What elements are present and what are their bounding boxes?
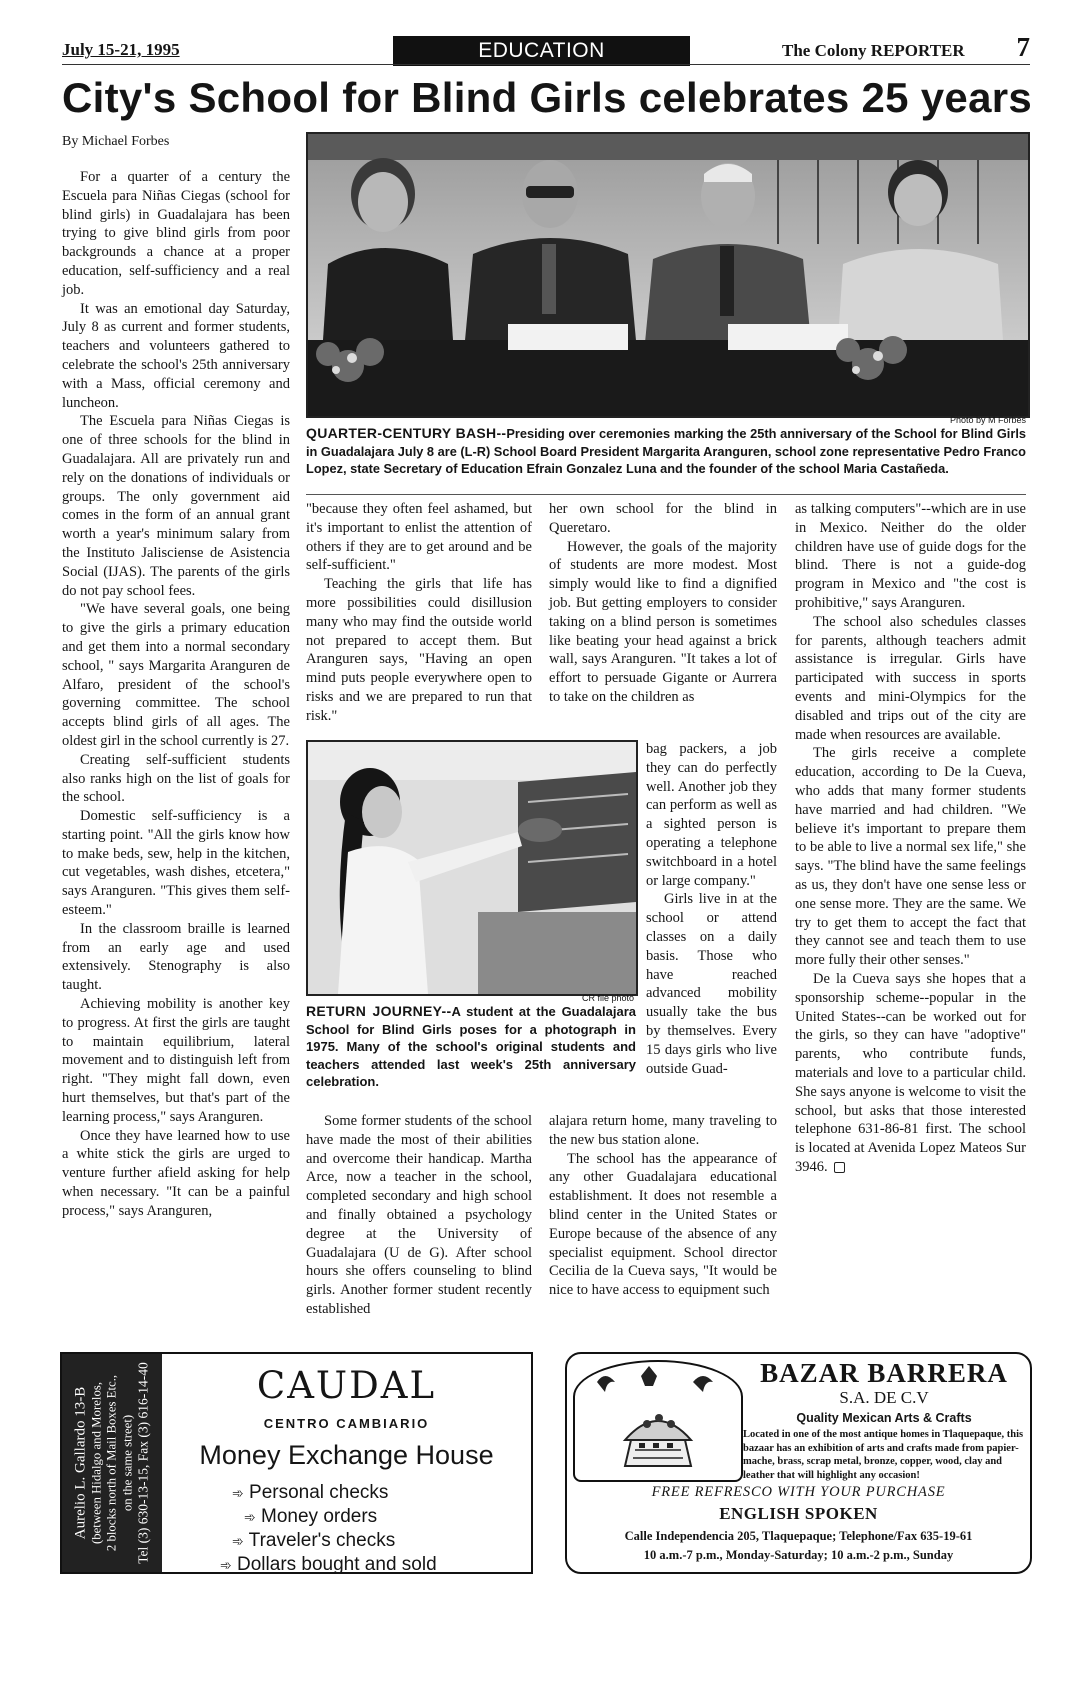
caudal-address-block	[73, 1358, 151, 1568]
bazar-address: Calle Independencia 205, Tlaquepaque; Telephone/Fax 635-19-61	[624, 1529, 973, 1543]
caudal-address-line: Aurelio L. Gallardo 13-B	[72, 1386, 89, 1540]
article-paragraph: The school has the appearance of any other Guadalajara educational establishment. It does not resemble a blind center in the United States or Europe because of the absence of any specialist equipment. School director Cecilia de la Cueva says, "It would be nice to have access to equipment such	[549, 1150, 777, 1299]
article-paragraph: For a quarter of a century the Escuela para Niñas Ciegas (school for blind girls) in Guadalajara has been trying to give blind girls from poor backgrounds a chance at a proper education, self-sufficiency and a real job.	[62, 169, 290, 298]
article-column-3-bottom	[549, 1112, 777, 1300]
article-paragraph: However, the goals of the majority of students are more modest. Most simply would like to find a dignified job. But getting employers to consider taking on a blind person is sometimes like beating your head against a brick wall, says Aranguren. "It takes a lot of effort to persuade Gigante or Aurrera to take on the children as	[549, 538, 777, 705]
bazar-logo-frame	[573, 1360, 743, 1482]
caudal-address-line: (between Hidalgo and Morelos,	[88, 1381, 103, 1545]
caudal-address-line: 2 blocks north of Mail Boxes Etc.,	[104, 1374, 119, 1552]
bullet-arrow-icon: ➾	[220, 1557, 232, 1573]
article-column-4	[795, 500, 1026, 1177]
student-photo-image	[308, 742, 636, 994]
bazar-hours: 10 a.m.-7 p.m., Monday-Saturday; 10 a.m.-2 p.m., Sunday	[643, 1548, 954, 1562]
masthead-rule	[62, 64, 1030, 65]
article-paragraph: bag packers, a job they can do perfectly well. Another job they can perform as well as a sighted person is operating a telephone switchboard in a hotel or large company."	[646, 741, 777, 889]
article-paragraph: as talking computers"--which are in use in Mexico. Neither do the older children have use of guide dogs for the blind. There is not a guide-dog program in Mexico and "the cost is prohibitive," says Aranguren.	[795, 501, 1026, 611]
ceremony-photo-image	[308, 134, 1028, 416]
byline: By Michael Forbes	[62, 134, 170, 149]
article-paragraph: The girls receive a complete education, according to De la Cueva, who adds that many former students have married and had children. "We believe it's important to prepare them to be able to live a normal sex life," she says. "The blind have the same feelings as us, they don't have one sense less or one sense more. They are the same. We try to get them to accept the fact that they cannot see and teach them to use more fully their other senses."	[795, 745, 1026, 969]
article-paragraph: Girls live in at the school or attend classes on a daily basis. Those who have reached advanced mobility usually take the bus by themselves. Every 15 days girls who live outside Guad-	[646, 891, 777, 1077]
section-banner: EDUCATION	[393, 36, 690, 66]
photo-caption-lead: QUARTER-CENTURY BASH--	[306, 425, 507, 441]
article-headline: City's School for Blind Girls celebrates 25 years	[62, 74, 1033, 121]
caudal-logo-name: CAUDAL	[256, 1364, 437, 1407]
article-column-2-top	[306, 500, 532, 726]
bullet-arrow-icon: ➾	[232, 1533, 244, 1549]
student-photo	[306, 740, 638, 996]
end-of-article-icon	[834, 1162, 845, 1173]
article-paragraph: Teaching the girls that life has more possibilities could disillusion many who may find the outside world not prepared to accept them. But Aranguren says, "Having an open mind puts people everywhere open to risks and we are prepared to run that risk."	[306, 576, 532, 724]
bazar-description: Located in one of the most antique homes in Tlaquepaque, this bazaar has an exhibition of arts and crafts made from papier-mache, brass, scrap metal, bronze, copper, wood, clay and leather that will highlight any occasion!	[743, 1429, 1024, 1481]
photo-credit: Photo by M Forbes	[949, 415, 1026, 425]
photo-caption-2	[306, 1003, 636, 1091]
photo-caption-text: Presiding over ceremonies marking the 25th anniversary of the School for Blind Girls in Guadalajara July 8 are (L-R) School Board President Margarita Aranguren, school zone representative Pedro Franco Lopez, state Secretary of Education Efrain Gonzalez Luna and the founder of the school Maria Castañeda.	[306, 426, 1027, 476]
article-paragraph: The Escuela para Niñas Ciegas is one of three schools for the blind in Guadalajara. All are privately run and rely on the donations of individuals or groups. The only government aid comes in the form of an annual grant worth a year's minimum salary from the Instituto Jalisciense de Asistencia Social (IJAS). The parents of the girls do not pay school fees.	[62, 413, 290, 599]
caudal-subtitle: CENTRO CAMBIARIO	[263, 1416, 430, 1431]
article-paragraph: In the classroom braille is learned from an early age and used extensively. Stenography is also taught.	[62, 920, 290, 994]
page-number: 7	[1016, 32, 1030, 62]
bazar-name: BAZAR BARRERA	[760, 1358, 1008, 1388]
article-column-1	[62, 168, 290, 1221]
photo-caption-2-lead: RETURN JOURNEY--	[306, 1003, 452, 1019]
article-column-3-wrap	[646, 740, 777, 1078]
caudal-ad	[60, 1352, 533, 1574]
ceremony-photo	[306, 132, 1030, 418]
article-paragraph: alajara return home, many traveling to the new bus station alone.	[549, 1113, 777, 1148]
bullet-arrow-icon: ➾	[244, 1509, 256, 1525]
service-item: ➾ Money orders	[244, 1506, 378, 1527]
article-paragraph: Once they have learned how to use a white stick the girls are urged to venture further afield asking for help when necessary. "It can be a painful process," says Aranguren,	[62, 1127, 290, 1219]
article-column-3-top	[549, 500, 777, 707]
caudal-services	[220, 1481, 522, 1577]
article-paragraph: De la Cueva says she hopes that a sponsorship scheme--popular in the United States--can be worked out for the girls, so they can have "adoptive" parents, who contribute funds, materials and love to a particular child. She says anyone is welcome to visit the school, but asks that those interested telephone 631-86-81 first. The school is located at Avenida Lopez Mateos Sur 3946.	[795, 970, 1026, 1175]
bazar-legal-name: S.A. DE C.V	[839, 1388, 929, 1407]
service-item: ➾ Personal checks	[232, 1482, 389, 1503]
bazar-quality: Quality Mexican Arts & Crafts	[796, 1411, 972, 1425]
article-paragraph: "because they often feel ashamed, but it's important to enlist the attention of others if they are to get around and be self-sufficient."	[306, 501, 532, 574]
caudal-address-sidebar	[62, 1354, 162, 1572]
photo-caption-2-text: A student at the Guadalajara School for Blind Girls poses for a photograph in 1975. Many of the school's original students and teachers attended last week's 25th anniversary celebration.	[306, 1004, 636, 1089]
bazar-barrera-ad	[565, 1352, 1032, 1574]
caudal-tagline: Money Exchange House	[199, 1440, 494, 1470]
article-paragraph: her own school for the blind in Queretaro.	[549, 501, 777, 536]
article-paragraph: Domestic self-sufficiency is a starting point. "All the girls know how to make beds, sew, help in the kitchen, cut vegetables, wash dishes, etcetera," says Aranguren. "This gives them self-esteem."	[62, 808, 290, 919]
caudal-address-line: on the same street)	[119, 1414, 134, 1512]
issue-date: July 15-21, 1995	[62, 40, 180, 59]
bazar-english-spoken: ENGLISH SPOKEN	[719, 1504, 878, 1523]
bazar-logo-icon	[575, 1362, 741, 1480]
caudal-phone-line: Tel (3) 630-13-15, Fax (3) 616-14-40	[135, 1362, 151, 1564]
article-paragraph: Achieving mobility is another key to progress. At first the girls are taught to maintain equilibrium, lateral movement and to distinguish left from right. "They might fall down, even hurt themselves, but that's part of the learning process," says Aranguren.	[62, 996, 290, 1125]
photo-caption	[306, 425, 1026, 478]
article-paragraph: Creating self-sufficient students also ranks high on the list of goals for the school.	[62, 751, 290, 806]
article-column-2-bottom	[306, 1112, 532, 1319]
newspaper-name: The Colony REPORTER	[782, 41, 965, 60]
service-item: ➾ Dollars bought and sold	[220, 1554, 437, 1575]
photo-credit-2: CR file photo	[581, 993, 634, 1003]
bullet-arrow-icon: ➾	[232, 1485, 244, 1501]
article-paragraph: The school also schedules classes for parents, although teachers admit assistance is irregular. Girls have participated with success in sports events and mini-Olympics for the disabled and trips out of the city are made when resources are available.	[795, 613, 1026, 743]
article-paragraph: "We have several goals, one being to give the girls a primary education and get them into a normal secondary school, " says Margarita Aranguren de Alfaro, president of the school's governing committee. The school accepts blind girls of all ages. The oldest girl in the school currently is 27.	[62, 601, 290, 749]
article-paragraph: Some former students of the school have made the most of their abilities and overcome their handicap. Martha Arce, now a teacher in the school, completed secondary and high school and finally obtained a psychology degree at the University of Guadalajara (U de G). After school hours she offers counseling to blind girls. Another former student recently established	[306, 1113, 532, 1317]
bazar-promo: FREE REFRESCO WITH YOUR PURCHASE	[651, 1484, 946, 1500]
caption-rule	[306, 494, 1026, 495]
article-paragraph: It was an emotional day Saturday, July 8 as current and former students, teachers and volunteers gathered to celebrate the school's 25th anniversary with a Mass, official ceremony and luncheon.	[62, 300, 290, 411]
service-item: ➾ Traveler's checks	[232, 1530, 396, 1551]
